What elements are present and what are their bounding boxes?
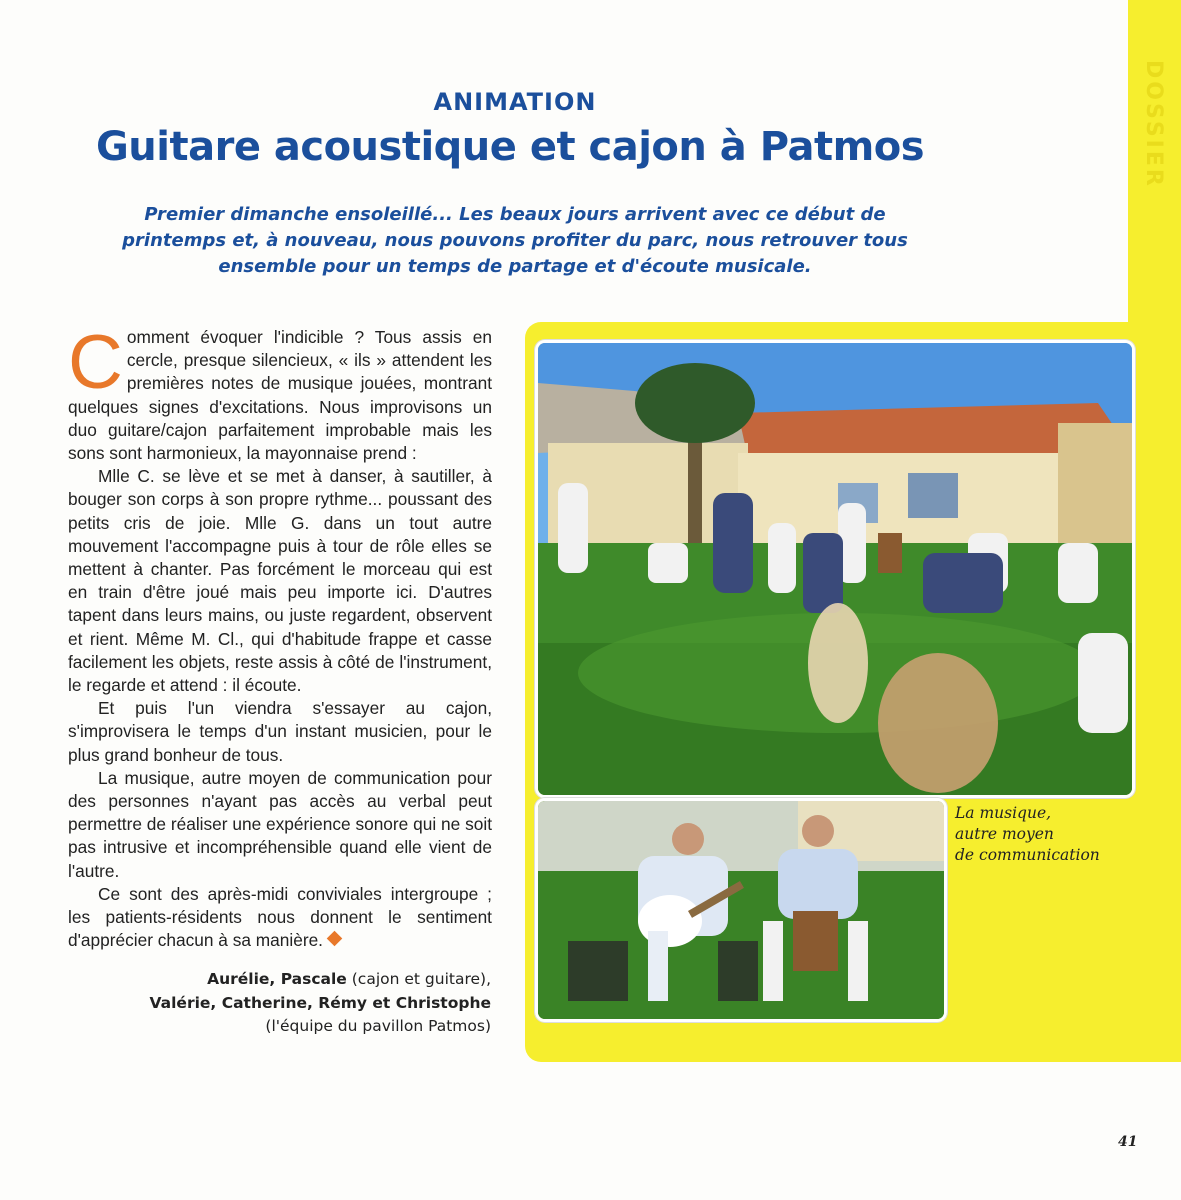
- photo-musicians: [535, 798, 947, 1022]
- paragraph-5: [68, 883, 492, 953]
- paragraph-2: Mlle C. se lève et se met à danser, à sautiller, à bouger son corps à son propre rythme... poussant des petits cris de joie. Mlle G. dans un tout autre mouvement l'accompagne puis à tour de rôle elles se mettent à chanter. Pas forcément le morceau qui est en train d'être joué mais peu importe ici. D'autres tapent dans leurs mains, ou juste regardent, observent et rient. Même M. Cl., qui d'habitude frappe et casse facilement les objets, reste assis à côté de l'instrument, le regarde et attend : il écoute.: [68, 466, 492, 696]
- photo-caption: [955, 803, 1100, 866]
- signature-team: (l'équipe du pavillon Patmos): [265, 1017, 491, 1035]
- side-label: DOSSIER: [1141, 60, 1166, 189]
- photo-garden-circle: [535, 340, 1135, 798]
- signature-role: (cajon et guitare),: [346, 970, 491, 988]
- paragraph-1: [68, 320, 492, 465]
- article-body: [68, 320, 492, 952]
- signature: [150, 968, 491, 1039]
- signature-names-2: Valérie, Catherine, Rémy et Christophe: [149, 993, 491, 1012]
- paragraph-1-text: omment évoquer l'indicible ? Tous assis en cercle, presque silencieux, « ils » attendent les premières notes de musique jouées, montrant quelques signes d'excitations. Nous improvisons un duo guitare/cajon parfaitement improbable mais les sons sont harmonieux, la mayonnaise prend :: [68, 327, 492, 464]
- drop-cap: C: [68, 320, 123, 405]
- article-lead: Premier dimanche ensoleillé... Les beaux jours arrivent avec ce début de printemps et, à nouveau, nous pouvons profiter du parc, nous retrouver tous ensemble pour un temps de partage et d'écoute musicale.: [122, 204, 908, 277]
- paragraph-5-text: Ce sont des après-midi conviviales intergroupe ; les patients-résidents nous donnent le sentiment d'apprécier chacun à sa manière.: [68, 883, 492, 951]
- caption-line-2: autre moyen: [955, 825, 1054, 843]
- paragraph-3: Et puis l'un viendra s'essayer au cajon, s'improvisera le temps d'un instant musicien, pour le plus grand bonheur de tous.: [68, 698, 492, 765]
- caption-line-1: La musique,: [955, 804, 1052, 822]
- end-diamond-icon: [327, 931, 343, 947]
- article-title: Guitare acoustique et cajon à Patmos: [95, 124, 925, 170]
- caption-line-3: de communication: [955, 846, 1100, 864]
- page-number: 41: [1118, 1134, 1138, 1150]
- paragraph-4: La musique, autre moyen de communication pour des personnes n'ayant pas accès au verbal peut permettre de réaliser une expérience sonore qui ne soit pas intrusive et incompréhensible quand elle vient de l'autre.: [68, 767, 492, 881]
- signature-names-1: Aurélie, Pascale: [207, 970, 347, 988]
- section-kicker: ANIMATION: [433, 88, 597, 116]
